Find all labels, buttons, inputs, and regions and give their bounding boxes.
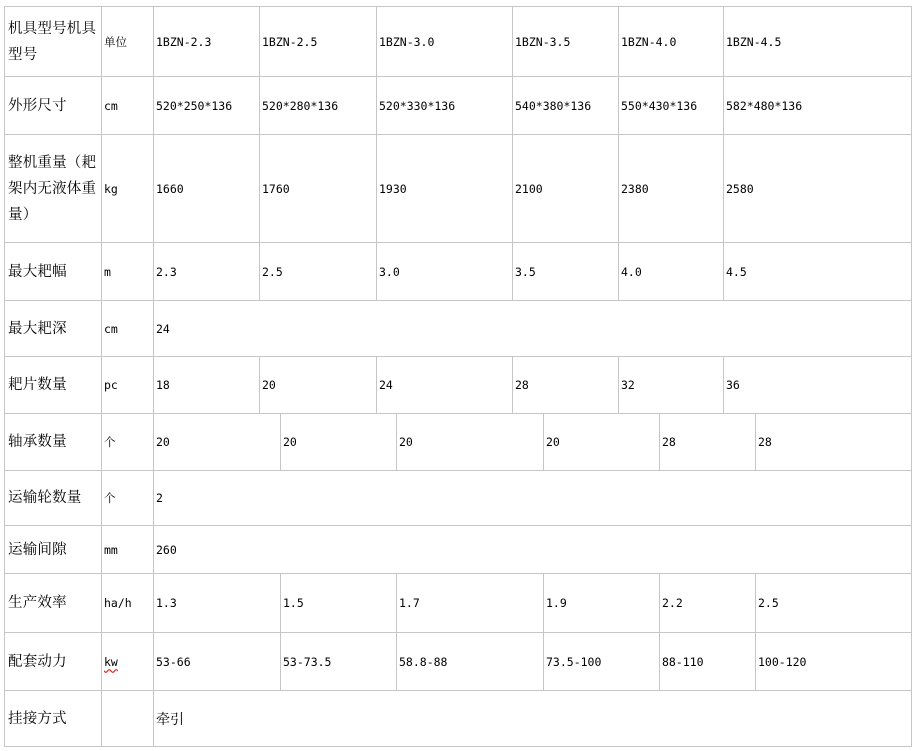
value-cell-text: 2100 xyxy=(515,181,543,196)
value-cell-text: 2.3 xyxy=(156,264,177,279)
unit-cell xyxy=(101,525,154,574)
value-cell-text: 53-73.5 xyxy=(283,654,332,669)
value-cell-text: 4.0 xyxy=(621,264,642,279)
value-cell xyxy=(259,6,377,77)
row-label-cell xyxy=(4,632,102,691)
unit-cell-text: mm xyxy=(104,542,118,557)
row-label-cell-text: 挂接方式 xyxy=(8,710,67,727)
value-cell-text: 1BZN-2.5 xyxy=(262,34,318,49)
value-cell-text: 28 xyxy=(662,435,676,449)
value-cell xyxy=(259,356,377,414)
value-cell-text: 20 xyxy=(262,378,276,392)
value-cell xyxy=(618,76,724,135)
value-cell-text: 1BZN-4.0 xyxy=(621,34,677,49)
row-label-cell xyxy=(4,573,102,633)
value-cell xyxy=(396,413,544,471)
value-cell-text: 1.3 xyxy=(156,596,177,610)
value-cell xyxy=(153,632,281,691)
row-label-cell xyxy=(4,413,102,471)
row-label-cell xyxy=(4,134,102,243)
value-cell xyxy=(723,356,912,414)
value-cell xyxy=(543,632,660,691)
value-cell xyxy=(723,76,912,135)
row-label-cell xyxy=(4,525,102,574)
value-cell-text: 20 xyxy=(546,435,560,449)
row-label-cell xyxy=(4,356,102,414)
value-cell xyxy=(618,134,724,243)
value-cell-text: 73.5-100 xyxy=(546,654,602,669)
row-label-cell-text: 整机重量（耙架内无液体重量） xyxy=(8,154,97,223)
value-cell xyxy=(376,356,513,414)
value-cell-text: 20 xyxy=(156,435,170,449)
row-label-cell xyxy=(4,6,102,77)
value-cell xyxy=(512,6,619,77)
value-cell xyxy=(396,573,544,633)
value-cell-text: 1.5 xyxy=(283,596,304,610)
value-cell xyxy=(659,573,756,633)
value-cell xyxy=(543,573,660,633)
value-cell xyxy=(512,134,619,243)
value-cell xyxy=(723,6,912,77)
value-cell xyxy=(153,6,260,77)
value-cell xyxy=(755,413,912,471)
value-cell xyxy=(376,242,513,301)
row-label-cell-text: 最大耙幅 xyxy=(8,263,67,280)
value-cell xyxy=(618,242,724,301)
value-cell xyxy=(618,356,724,414)
unit-cell-text: 个 xyxy=(104,491,116,505)
value-cell-text: 32 xyxy=(621,378,635,392)
row-label-cell-text: 最大耙深 xyxy=(8,320,67,337)
value-cell-text: 2 xyxy=(156,491,163,505)
value-cell-text: 2380 xyxy=(621,181,649,196)
value-cell-text: 1BZN-3.5 xyxy=(515,34,571,49)
value-cell xyxy=(153,573,281,633)
value-cell-text: 582*480*136 xyxy=(726,98,803,113)
value-cell-text: 4.5 xyxy=(726,264,747,279)
value-cell-text: 2.2 xyxy=(662,596,683,610)
value-cell xyxy=(376,76,513,135)
value-cell-text: 3.5 xyxy=(515,264,536,279)
value-cell xyxy=(512,242,619,301)
value-cell-text: 1BZN-3.0 xyxy=(379,34,435,49)
value-cell xyxy=(153,470,912,526)
unit-cell xyxy=(101,134,154,243)
value-cell-text: 36 xyxy=(726,378,740,392)
value-cell xyxy=(280,632,397,691)
unit-cell-text: 单位 xyxy=(104,34,127,49)
value-cell-text: 1.9 xyxy=(546,596,567,610)
row-label-cell-text: 配套动力 xyxy=(8,653,67,670)
row-label-cell-text: 耙片数量 xyxy=(8,377,67,393)
value-cell-text: 1660 xyxy=(156,181,184,196)
unit-cell xyxy=(101,690,154,747)
value-cell xyxy=(376,6,513,77)
unit-cell-text: cm xyxy=(104,321,118,336)
unit-cell-text: kw xyxy=(104,654,118,669)
value-cell-text: 20 xyxy=(283,435,297,449)
value-cell xyxy=(259,76,377,135)
unit-cell xyxy=(101,573,154,633)
value-cell-text: 520*330*136 xyxy=(379,98,456,113)
row-label-cell-text: 运输轮数量 xyxy=(8,490,82,506)
value-cell xyxy=(618,6,724,77)
unit-cell xyxy=(101,413,154,471)
row-label-cell xyxy=(4,690,102,747)
value-cell-text: 18 xyxy=(156,378,170,392)
value-cell xyxy=(723,242,912,301)
value-cell-text: 53-66 xyxy=(156,654,191,669)
value-cell xyxy=(153,76,260,135)
value-cell xyxy=(723,134,912,243)
unit-cell-text: pc xyxy=(104,378,118,392)
value-cell xyxy=(153,134,260,243)
unit-cell-text: kg xyxy=(104,181,118,196)
value-cell xyxy=(153,690,912,747)
unit-cell xyxy=(101,300,154,357)
value-cell-text: 1BZN-4.5 xyxy=(726,34,782,49)
value-cell-text: 2580 xyxy=(726,181,754,196)
value-cell-text: 260 xyxy=(156,542,177,557)
value-cell xyxy=(376,134,513,243)
unit-cell xyxy=(101,356,154,414)
row-label-cell-text: 外形尺寸 xyxy=(8,97,67,114)
value-cell xyxy=(512,76,619,135)
unit-cell-text: ha/h xyxy=(104,596,132,610)
value-cell-text: 520*250*136 xyxy=(156,98,233,113)
value-cell-text: 1930 xyxy=(379,181,407,196)
value-cell-text: 2.5 xyxy=(262,264,283,279)
value-cell-text: 牵引 xyxy=(156,711,184,728)
value-cell xyxy=(280,573,397,633)
row-label-cell-text: 生产效率 xyxy=(8,595,67,611)
value-cell-text: 24 xyxy=(379,378,393,392)
value-cell xyxy=(755,632,912,691)
value-cell-text: 58.8-88 xyxy=(399,654,448,669)
row-label-cell xyxy=(4,300,102,357)
row-label-cell-text: 运输间隙 xyxy=(8,541,67,558)
value-cell-text: 88-110 xyxy=(662,654,704,669)
unit-cell-text: 个 xyxy=(104,435,116,449)
unit-cell xyxy=(101,6,154,77)
row-label-cell-text: 机具型号机具型号 xyxy=(8,20,97,63)
value-cell xyxy=(259,134,377,243)
value-cell-text: 28 xyxy=(758,435,772,449)
value-cell xyxy=(543,413,660,471)
value-cell xyxy=(659,413,756,471)
unit-cell xyxy=(101,632,154,691)
value-cell-text: 1.7 xyxy=(399,596,420,610)
value-cell-text: 24 xyxy=(156,321,170,336)
value-cell-text: 3.0 xyxy=(379,264,400,279)
value-cell-text: 520*280*136 xyxy=(262,98,339,113)
value-cell xyxy=(153,356,260,414)
value-cell xyxy=(153,525,912,574)
value-cell-text: 1760 xyxy=(262,181,290,196)
row-label-cell xyxy=(4,76,102,135)
unit-cell xyxy=(101,76,154,135)
value-cell-text: 1BZN-2.3 xyxy=(156,34,212,49)
value-cell-text: 20 xyxy=(399,435,413,449)
unit-cell xyxy=(101,242,154,301)
value-cell xyxy=(153,413,281,471)
value-cell-text: 550*430*136 xyxy=(621,98,698,113)
row-label-cell xyxy=(4,242,102,301)
value-cell-text: 540*380*136 xyxy=(515,98,592,113)
value-cell xyxy=(396,632,544,691)
value-cell-text: 2.5 xyxy=(758,596,779,610)
value-cell xyxy=(659,632,756,691)
value-cell xyxy=(153,242,260,301)
value-cell xyxy=(259,242,377,301)
value-cell-text: 100-120 xyxy=(758,654,807,669)
value-cell xyxy=(512,356,619,414)
unit-cell-text: cm xyxy=(104,98,118,113)
value-cell xyxy=(755,573,912,633)
unit-cell-text: m xyxy=(104,264,111,279)
value-cell xyxy=(153,300,912,357)
row-label-cell xyxy=(4,470,102,526)
unit-cell xyxy=(101,470,154,526)
row-label-cell-text: 轴承数量 xyxy=(8,434,67,450)
value-cell xyxy=(280,413,397,471)
value-cell-text: 28 xyxy=(515,378,529,392)
